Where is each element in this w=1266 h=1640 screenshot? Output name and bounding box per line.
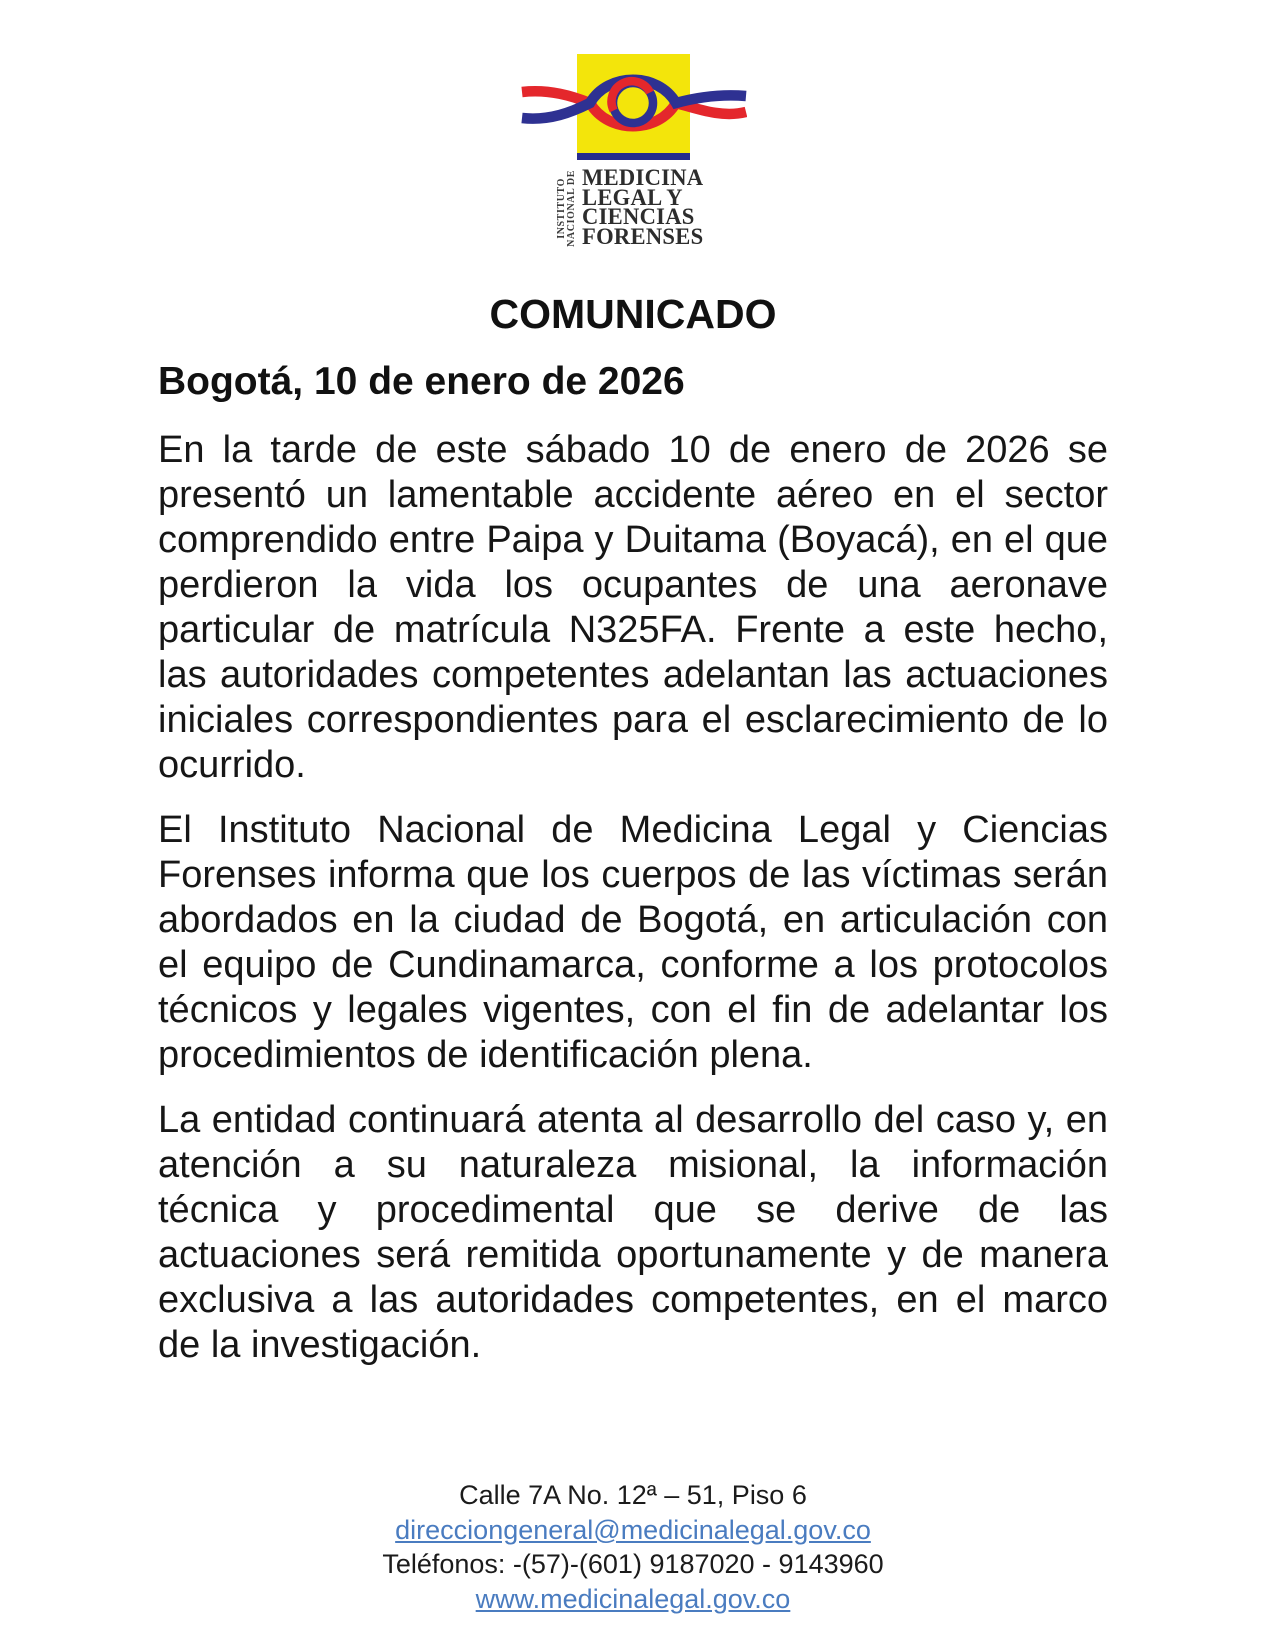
logo-wordmark-line: MEDICINA <box>582 165 704 191</box>
logo-vertical-line: NACIONAL DE <box>566 169 578 247</box>
footer-website-link[interactable]: www.medicinalegal.gov.co <box>475 1583 791 1614</box>
footer <box>0 1478 1266 1616</box>
footer-email-link[interactable]: direcciongeneral@medicinalegal.gov.co <box>395 1514 871 1545</box>
dateline: Bogotá, 10 de enero de 2026 <box>158 360 685 403</box>
document-body <box>158 428 1108 1388</box>
logo-vertical-line: INSTITUTO <box>556 177 568 239</box>
institute-logo <box>0 54 1266 250</box>
body-paragraph: El Instituto Nacional de Medicina Legal y Ciencias Forenses informa que los cuerpos de las víctimas serán abordados en la ciudad de Bogotá, en articulación con el equipo de Cundinamarca, conforme a los protocolos técnicos y legales vigentes, con el fin de adelantar los procedimientos de identificación plena. <box>158 809 1108 1076</box>
logo-wordmark-text <box>582 165 704 250</box>
logo-wordmark-line: LEGAL Y <box>582 184 684 211</box>
footer-phones: Teléfonos: -(57)-(601) 9187020 - 9143960 <box>382 1549 884 1579</box>
footer-address: Calle 7A No. 12ª – 51, Piso 6 <box>459 1480 807 1510</box>
eye-emblem-icon <box>520 54 747 165</box>
logo-wordmark-line: FORENSES <box>582 223 704 250</box>
body-paragraph: En la tarde de este sábado 10 de enero de 2026 se presentó un lamentable accidente aéreo en el sector comprendido entre Paipa y Duitama (Boyacá), en el que perdieron la vida los ocupantes de una aeronave particular de matrícula N325FA. Frente a este hecho, las autoridades competentes adelantan las actuaciones iniciales correspondientes para el esclarecimiento de lo ocurrido. <box>158 429 1108 786</box>
body-paragraph: La entidad continuará atenta al desarrollo del caso y, en atención a su naturaleza misional, la información técnica y procedimental que se derive de las actuaciones será remitida oportunamente y de manera exclusiva a las autoridades competentes, en el marco de la investigación. <box>158 1099 1108 1366</box>
logo-vertical-text <box>557 169 577 247</box>
logo-navy-bar <box>577 153 690 160</box>
logo-wordmark <box>556 165 708 250</box>
logo-wordmark-line: CIENCIAS <box>582 204 695 230</box>
page-title: COMUNICADO <box>489 291 777 337</box>
